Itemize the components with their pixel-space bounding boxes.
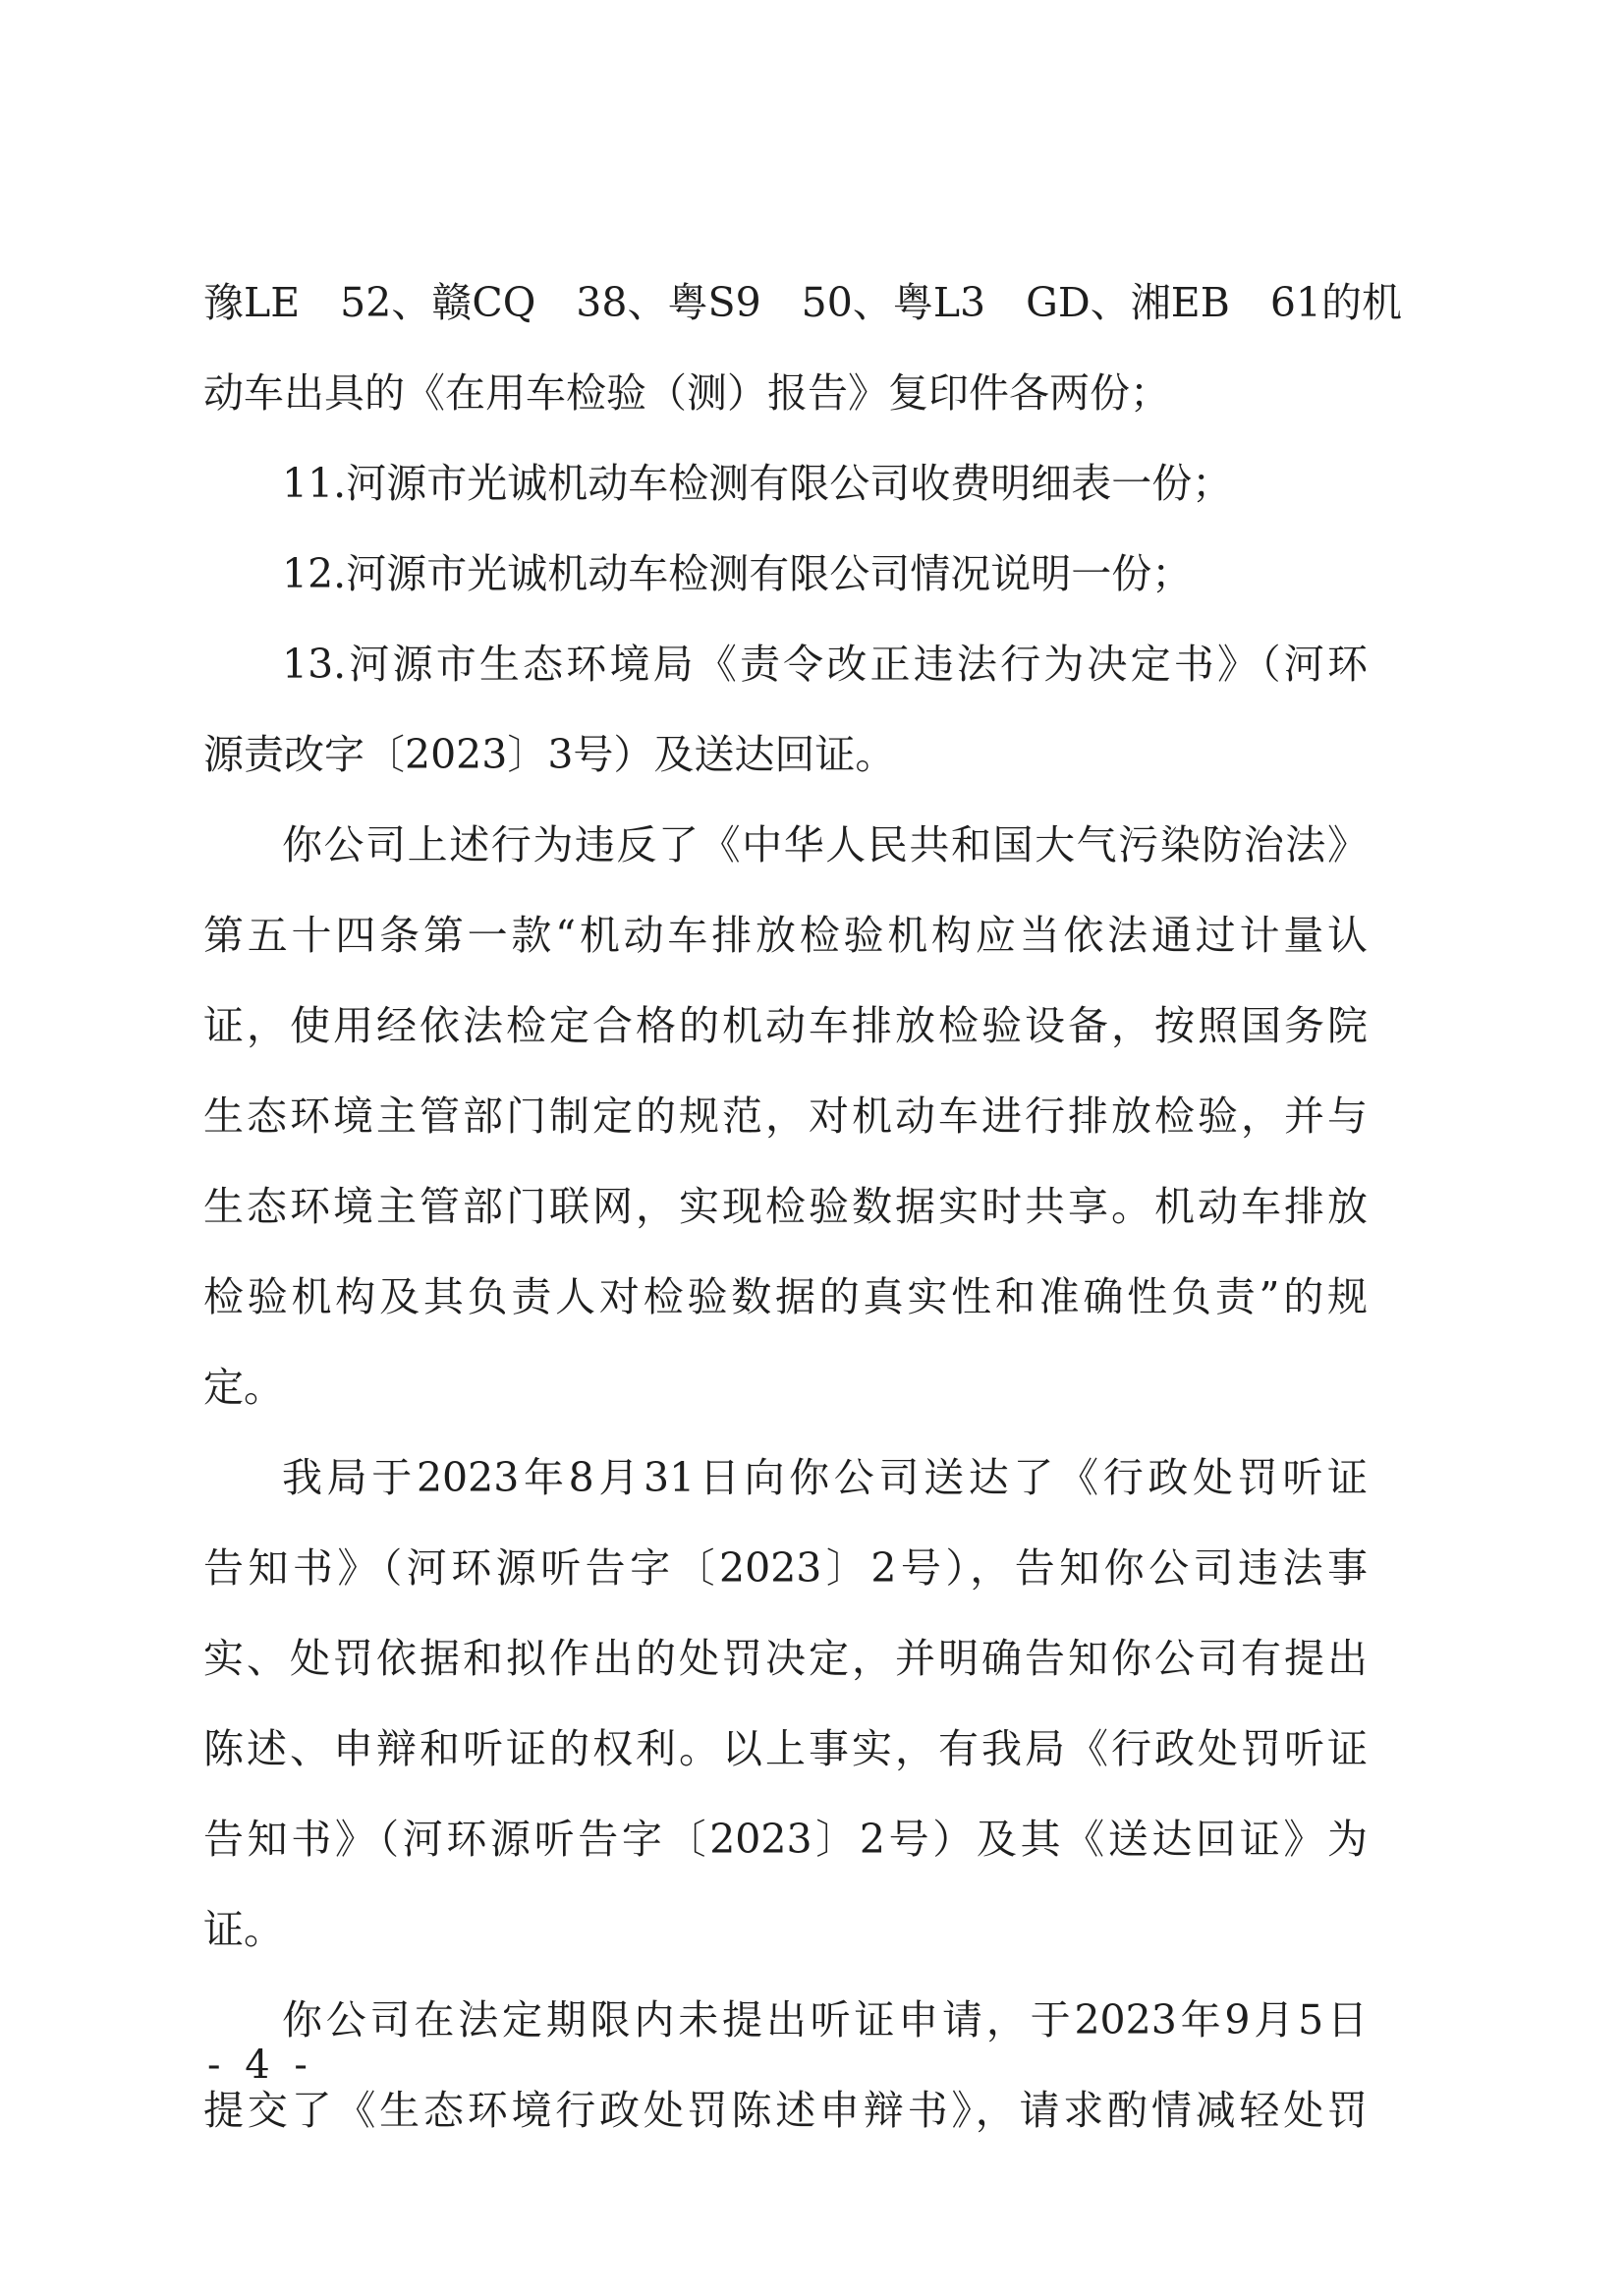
- text-line: 告知书》（河环源听告字〔2023〕2号）及其《送达回证》为: [203, 1816, 1368, 1863]
- paragraph-start: 你公司在法定期限内未提出听证申请，于2023年9月5日: [282, 1996, 1368, 2044]
- text-line: 提交了《生态环境行政处罚陈述申辩书》，请求酌情减轻处罚: [203, 2087, 1368, 2134]
- paragraph-start: 你公司上述行为违反了《中华人民共和国大气污染防治法》: [282, 821, 1368, 868]
- text-line: 生态环境主管部门制定的规范，对机动车进行排放检验，并与: [203, 1092, 1368, 1140]
- text-line: 证。: [203, 1906, 284, 1953]
- paragraph-start: 我局于2023年8月31日向你公司送达了《行政处罚听证: [282, 1454, 1368, 1501]
- document-body: [203, 257, 1402, 2156]
- list-item-12: 12.河源市光诚机动车检测有限公司情况说明一份；: [282, 550, 1193, 597]
- text-line: 实、处罚依据和拟作出的处罚决定，并明确告知你公司有提出: [203, 1635, 1368, 1682]
- text-line: 源责改字〔2023〕3号）及送达回证。: [203, 731, 896, 778]
- text-line: 证，使用经依法检定合格的机动车排放检验设备，按照国务院: [203, 1002, 1368, 1049]
- text-line: 告知书》（河环源听告字〔2023〕2号），告知你公司违法事: [203, 1544, 1368, 1592]
- list-item-11: 11.河源市光诚机动车检测有限公司收费明细表一份；: [282, 460, 1233, 507]
- text-line: 检验机构及其负责人对检验数据的真实性和准确性负责”的规: [203, 1273, 1368, 1320]
- text-line: 豫LE 52、赣CQ 38、粤S9 50、粤L3 GD、湘EB 61的机: [203, 279, 1402, 326]
- text-line: 陈述、申辩和听证的权利。以上事实，有我局《行政处罚听证: [203, 1725, 1368, 1772]
- text-line: 生态环境主管部门联网，实现检验数据实时共享。机动车排放: [203, 1183, 1368, 1230]
- text-line: 第五十四条第一款“机动车排放检验机构应当依法通过计量认: [203, 912, 1368, 959]
- text-line: 动车出具的《在用车检验（测）报告》复印件各两份；: [203, 369, 1170, 417]
- page-number: - 4 -: [207, 2043, 313, 2088]
- text-line: 定。: [203, 1364, 284, 1411]
- list-item-13: 13.河源市生态环境局《责令改正违法行为决定书》（河环: [282, 641, 1368, 688]
